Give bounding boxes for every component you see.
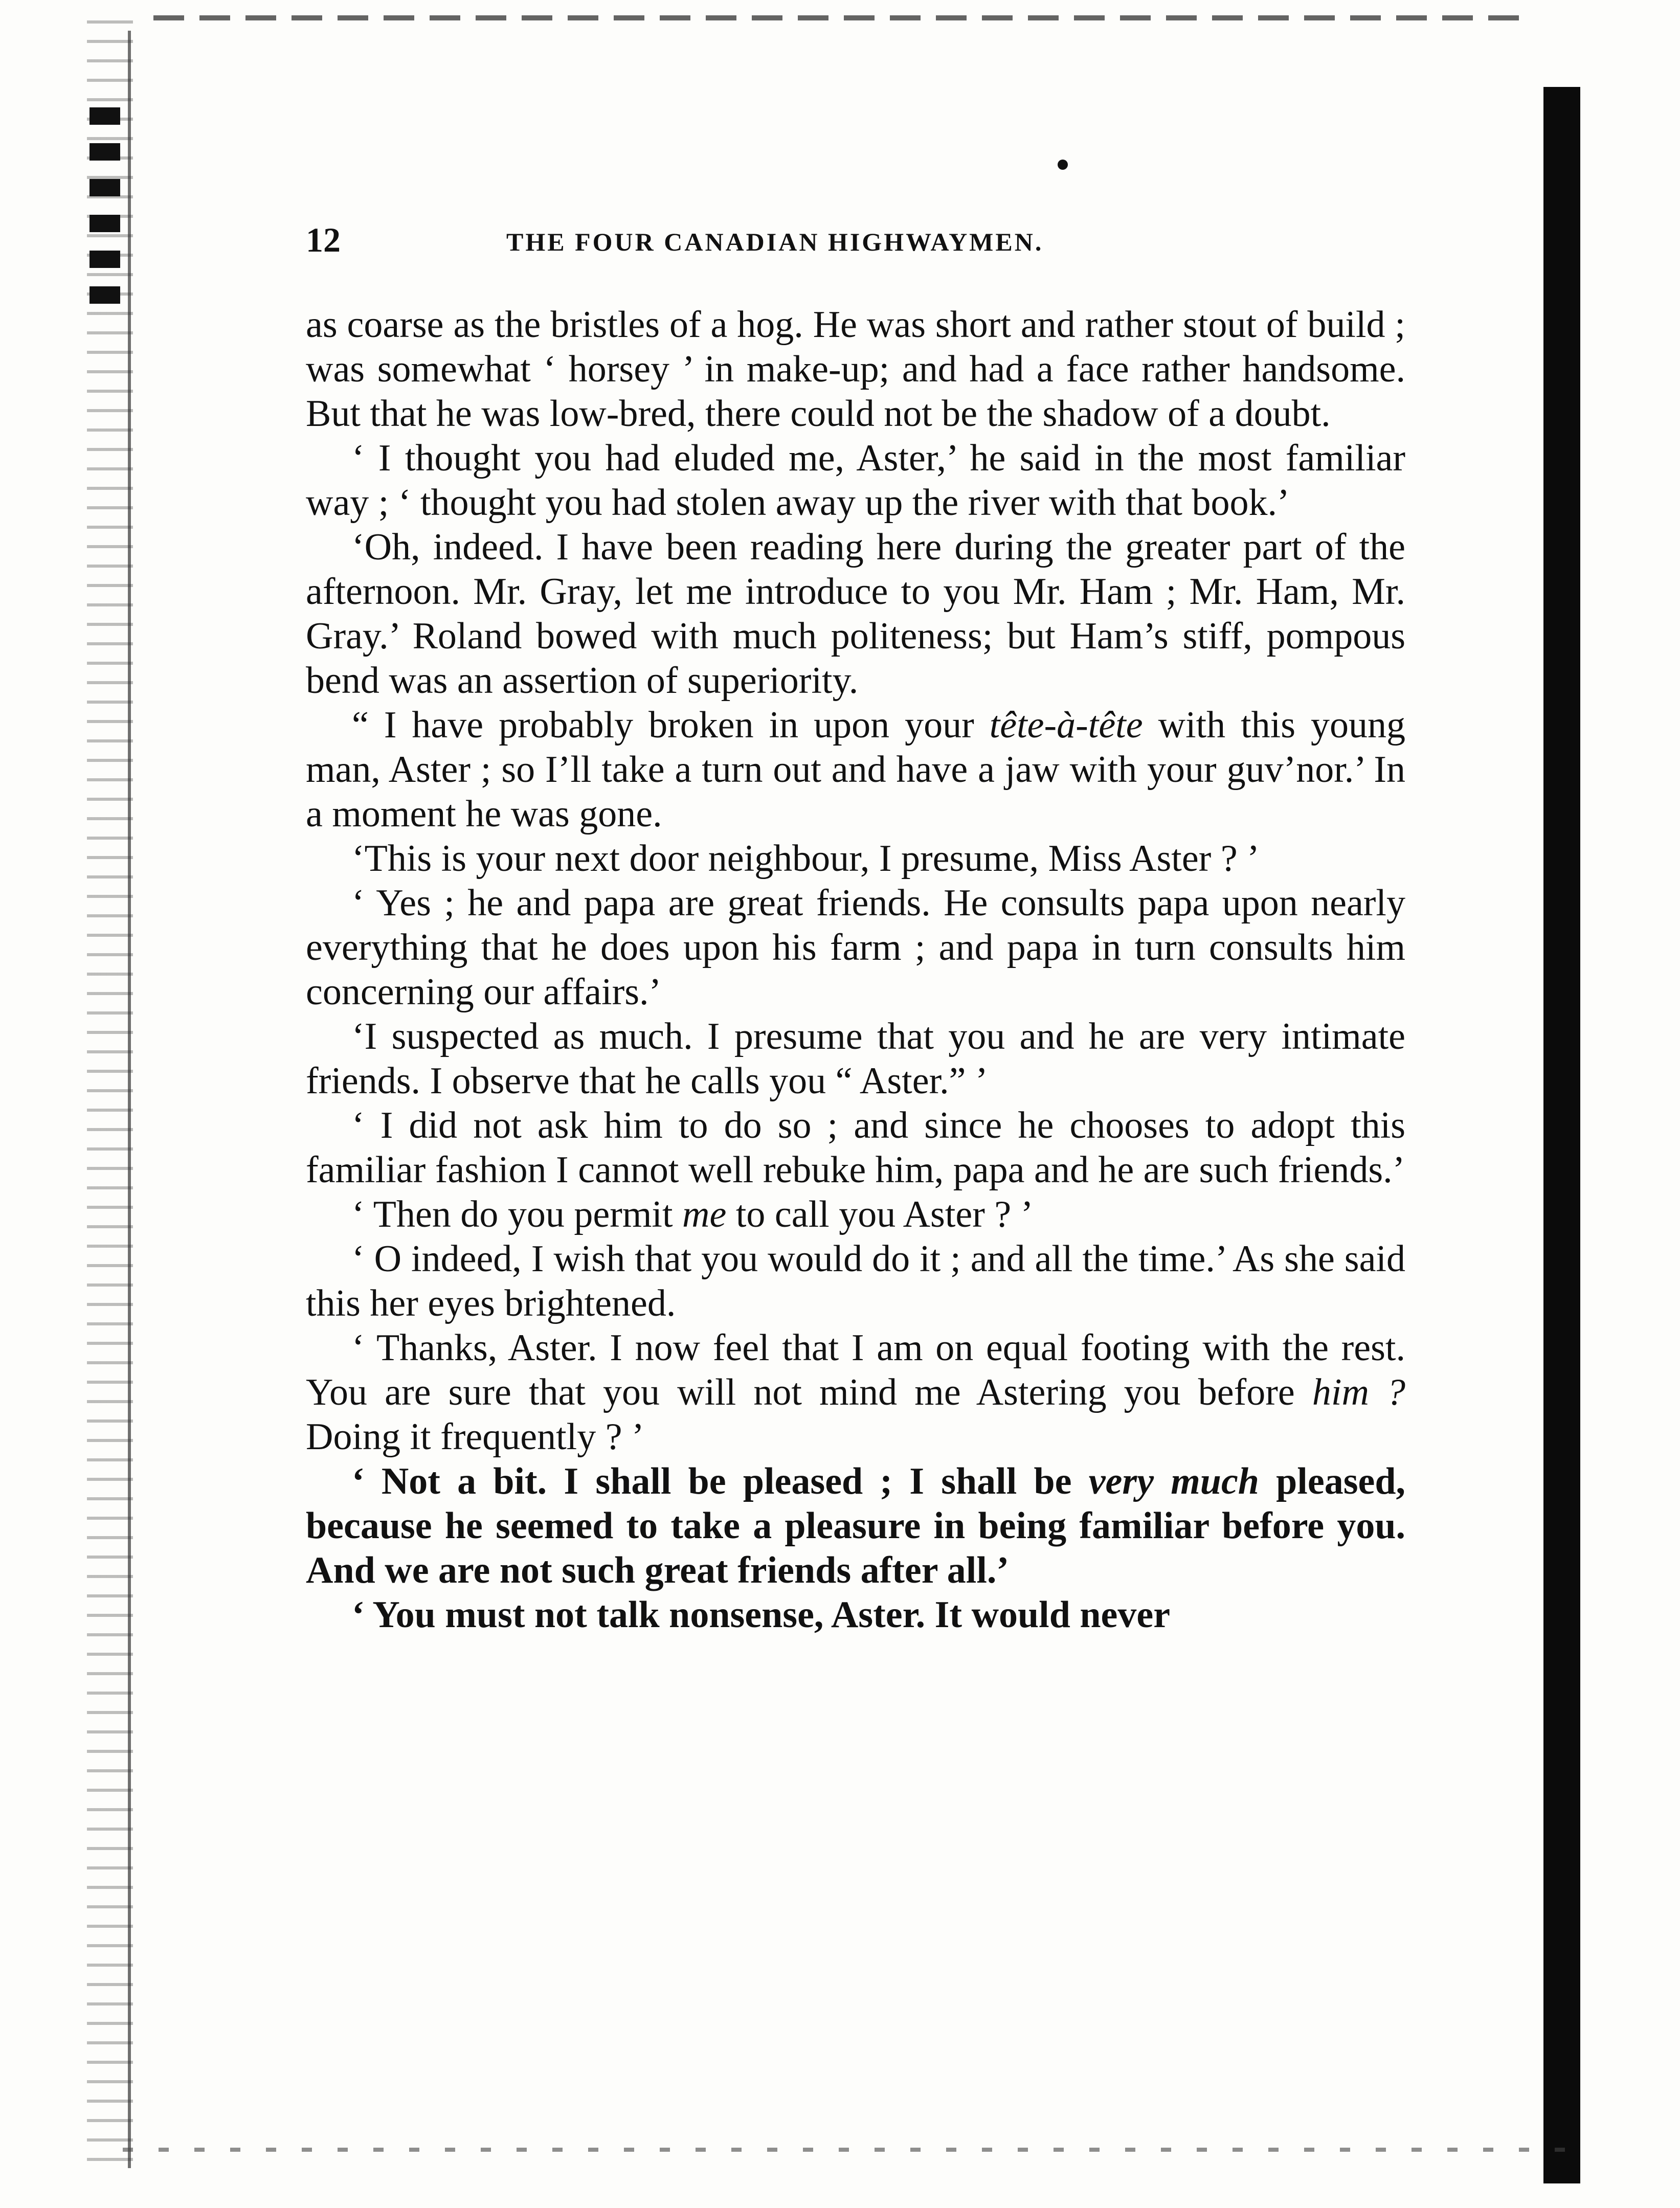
paragraph: ‘ O indeed, I wish that you would do it ; and all the time.’ As she said this her eyes brightened. (306, 1238, 1405, 1324)
paragraph-text: Doing it frequently ? ’ (306, 1416, 644, 1458)
paragraph-text: pleased, because he seemed to take a pleasure in being familiar before you. And we are not such great friends after all.’ (306, 1460, 1406, 1591)
paragraph (306, 703, 1405, 837)
paragraph: ‘ You must not talk nonsense, Aster. It would never (352, 1594, 1171, 1636)
paragraph (306, 1192, 1405, 1237)
body-text (306, 303, 1405, 1637)
paragraph: ‘This is your next door neighbour, I presume, Miss Aster ? ’ (352, 838, 1260, 880)
scan-edge-bottom (123, 2148, 1580, 2152)
paragraph: ‘ I did not ask him to do so ; and since he chooses to adopt this familiar fashion I cannot well rebuke him, papa and he are such friends.’ (306, 1105, 1405, 1191)
paragraph-text: with this young man, Aster ; so I’ll take a turn out and have a jaw with your guv’nor.’ In a moment he was gone. (306, 704, 1405, 835)
paragraph: ‘ Yes ; he and papa are great friends. He consults papa upon nearly everything that he does upon his farm ; and papa in turn consults him concerning our affairs.’ (306, 882, 1405, 1013)
scan-edge-right (1543, 87, 1580, 2183)
paragraph-text: to call you Aster ? ’ (726, 1193, 1034, 1235)
paragraph-text: “ I have probably broken in upon your (352, 704, 990, 746)
running-head: THE FOUR CANADIAN HIGHWAYMEN. (506, 228, 1044, 256)
scan-edge-left-marks (89, 107, 120, 322)
emphasis: tête-à-tête (989, 704, 1143, 746)
paragraph: as coarse as the bristles of a hog. He was short and rather stout of build ; was somewhat ‘ horsey ’ in make-up; and had a face rather handsome. But that he was low-bred, there could not be the shadow of a doubt. (306, 304, 1405, 435)
scan-edge-left (87, 20, 133, 2168)
scan-edge-left-line (128, 31, 131, 2168)
emphasis: me (682, 1193, 727, 1235)
paragraph (306, 1326, 1405, 1459)
ink-dot (1058, 160, 1068, 170)
paragraph (306, 1459, 1405, 1593)
paragraph-text: ‘ Thanks, Aster. I now feel that I am on equal footing with the rest. You are sure that you will not mind me Astering you before (306, 1327, 1405, 1413)
paragraph: ‘Oh, indeed. I have been reading here during the greater part of the afternoon. Mr. Gray, let me introduce to you Mr. Ham ; Mr. Ham, Mr. Gray.’ Roland bowed with much politeness; but Ham’s stiff, pompous bend was an assertion of superiority. (306, 526, 1405, 702)
paragraph-text: ‘ Then do you permit (352, 1193, 683, 1235)
page-number: 12 (306, 220, 341, 259)
paragraph-text: ‘ Not a bit. I shall be pleased ; I shall be (352, 1460, 1089, 1502)
paragraph: ‘ I thought you had eluded me, Aster,’ he said in the most familiar way ; ‘ thought you had stolen away up the river with that book.’ (306, 437, 1405, 524)
scan-edge-top (153, 15, 1534, 20)
emphasis: him ? (1312, 1371, 1406, 1413)
paragraph: ‘I suspected as much. I presume that you and he are very intimate friends. I observe that he calls you “ Aster.” ’ (306, 1016, 1405, 1102)
emphasis: very much (1088, 1460, 1259, 1502)
page-header (306, 220, 1405, 266)
